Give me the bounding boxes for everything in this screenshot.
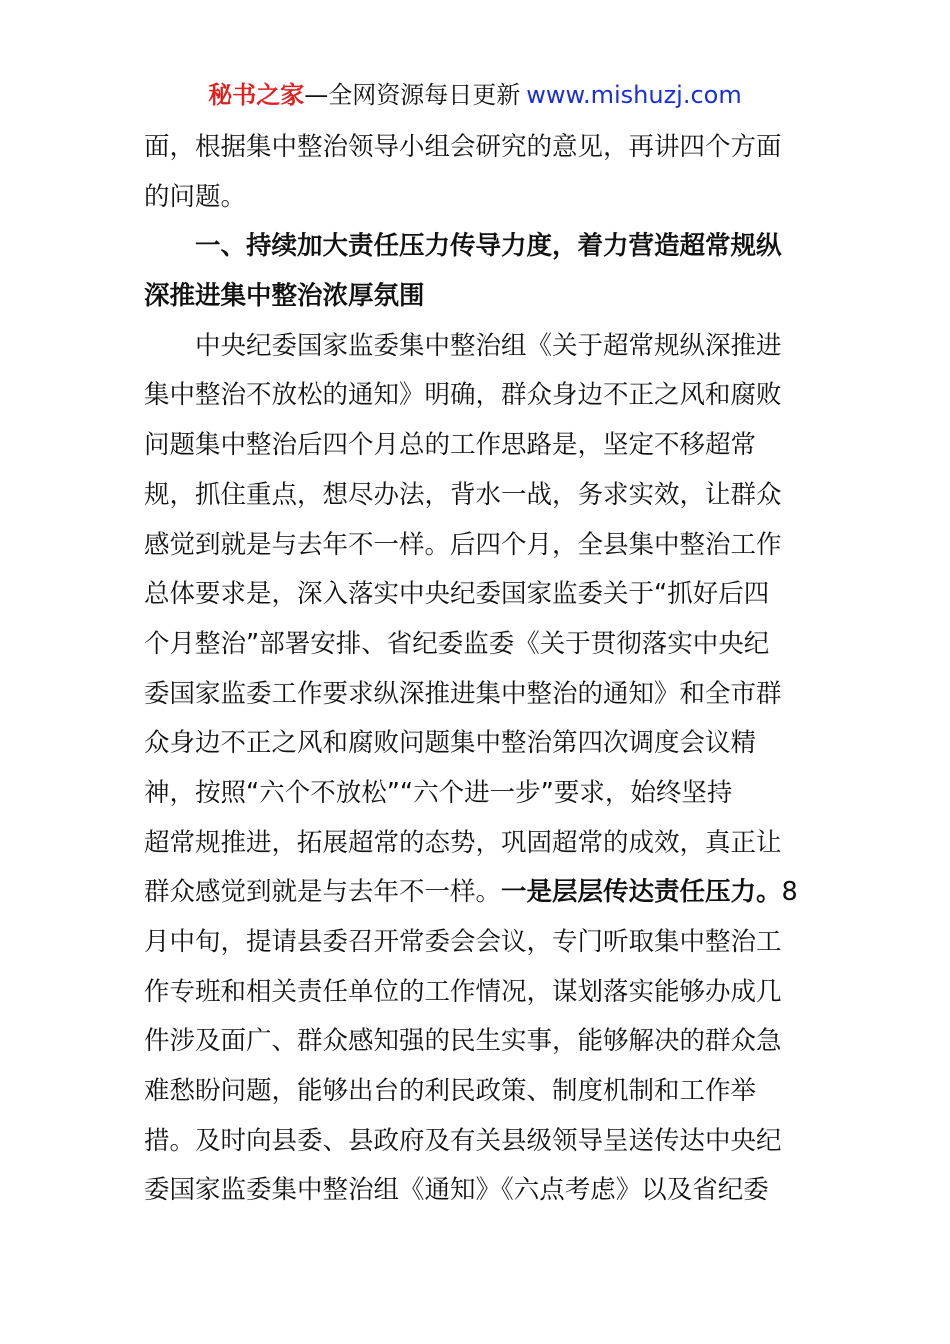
site-header xyxy=(0,78,950,112)
paragraph-line: 集中整治不放松的通知》明确，群众身边不正之风和腐败 xyxy=(144,380,782,411)
paragraph-line: 委国家监委工作要求纵深推进集中整治的通知》和全市群 xyxy=(144,678,782,709)
line-text: 8 xyxy=(781,877,798,908)
paragraph-line: 感觉到就是与去年不一样。后四个月，全县集中整治工作 xyxy=(144,529,782,560)
document-body xyxy=(144,123,798,1216)
paragraph-line-mixed xyxy=(144,868,798,918)
paragraph-line: 中央纪委国家监委集中整治组《关于超常规纵深推进 xyxy=(195,330,782,361)
paragraph-line: 措。及时向县委、县政府及有关县级领导呈送传达中央纪 xyxy=(144,1125,782,1156)
emphasis-text: 一是层层传达责任压力。 xyxy=(501,877,782,908)
site-url-link[interactable]: www.mishuzj.com xyxy=(526,81,742,109)
paragraph-line: 件涉及面广、群众感知强的民生实事，能够解决的群众急 xyxy=(144,1026,782,1057)
paragraph-line: 的问题。 xyxy=(144,181,247,212)
header-slogan: 全网资源每日更新 xyxy=(328,81,521,109)
paragraph-line: 面，根据集中整治领导小组会研究的意见，再讲四个方面 xyxy=(144,132,782,162)
paragraph-line: 委国家监委集中整治组《通知》《六点考虑》以及省纪委 xyxy=(144,1175,769,1206)
paragraph-line: 超常规推进，拓展超常的态势，巩固超常的成效，真正让 xyxy=(144,827,782,858)
paragraph-line: 问题集中整治后四个月总的工作思路是，坚定不移超常 xyxy=(144,430,757,461)
paragraph-line: 作专班和相关责任单位的工作情况，谋划落实能够办成几 xyxy=(144,976,782,1007)
header-dash: — xyxy=(304,81,329,109)
paragraph-line: 总体要求是，深入落实中央纪委国家监委关于“抓好后四 xyxy=(144,579,770,610)
section-heading-line: 深推进集中整治浓厚氛围 xyxy=(144,281,425,312)
paragraph-line: 难愁盼问题，能够出台的利民政策、制度机制和工作举 xyxy=(144,1076,757,1107)
paragraph-line: 个月整治”部署安排、省纪委监委《关于贯彻落实中央纪 xyxy=(144,628,770,659)
paragraph-line: 月中旬，提请县委召开常委会会议，专门听取集中整治工 xyxy=(144,927,782,957)
line-text: 群众感觉到就是与去年不一样。 xyxy=(144,877,502,908)
paragraph-line: 规，抓住重点，想尽办法，背水一战，务求实效，让群众 xyxy=(144,479,782,510)
section-heading-line: 一、持续加大责任压力传导力度，着力营造超常规纵 xyxy=(195,231,782,262)
brand-name: 秘书之家 xyxy=(208,81,305,109)
paragraph-line: 众身边不正之风和腐败问题集中整治第四次调度会议精 xyxy=(144,728,757,759)
paragraph-line: 神，按照“六个不放松”“六个进一步”要求，始终坚持 xyxy=(144,777,733,808)
